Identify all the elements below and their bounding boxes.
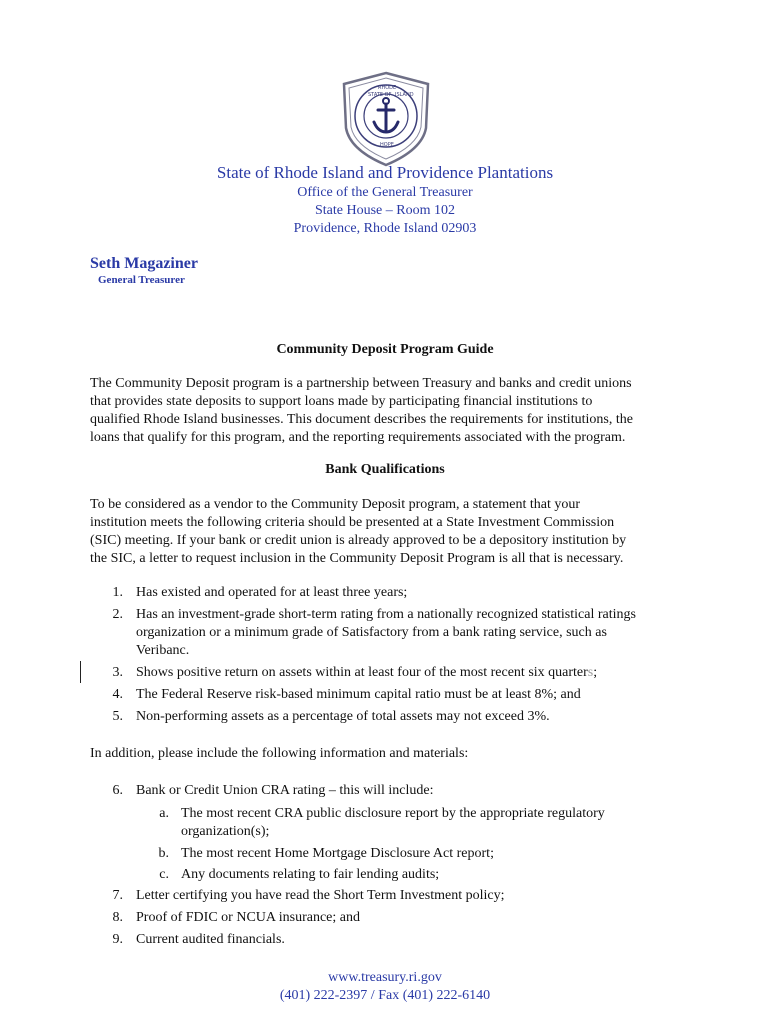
- list-text: Has an investment-grade short-term rating from a nationally recognized statistical ratings: [136, 607, 636, 622]
- seal-text-island: ISLAND: [395, 92, 414, 98]
- intro-paragraph: [90, 375, 633, 447]
- footer-phone: (401) 222-2397 / Fax (401) 222-6140: [279, 988, 491, 1003]
- sub-list-text: The most recent Home Mortgage Disclosure Act report;: [181, 846, 494, 861]
- change-bar: [80, 661, 81, 683]
- sub-list-text: organization(s);: [181, 824, 270, 839]
- list-text: [136, 664, 597, 682]
- list-text: Bank or Credit Union CRA rating – this will include:: [136, 783, 434, 798]
- intro-line: qualified Rhode Island businesses. This document describes the requirements for institutions, the: [90, 412, 633, 427]
- list-number: 9.: [112, 932, 123, 947]
- list-number: 1.: [112, 585, 123, 600]
- sub-list-text: Any documents relating to fair lending audits;: [181, 867, 440, 882]
- intro-line: The Community Deposit program is a partnership between Treasury and banks and credit unions: [90, 376, 632, 391]
- list-text: Proof of FDIC or NCUA insurance; and: [136, 910, 360, 925]
- sub-list-letter: a.: [159, 806, 169, 821]
- sub-list-text: The most recent CRA public disclosure report by the appropriate regulatory: [181, 806, 605, 821]
- sub-list-letter: c.: [159, 867, 169, 882]
- qualifications-paragraph: [90, 496, 626, 568]
- list-text: The Federal Reserve risk-based minimum capital ratio must be at least 8%; and: [136, 687, 581, 702]
- list-number: 3.: [112, 665, 123, 680]
- state-title: State of Rhode Island and Providence Plantations: [216, 163, 554, 182]
- seal-text-rhode: RHODE: [378, 85, 397, 91]
- treasurer-name: Seth Magaziner: [90, 255, 198, 272]
- list-number: 4.: [112, 687, 123, 702]
- list-text: Current audited financials.: [136, 932, 285, 947]
- qualifications-line: (SIC) meeting. If your bank or credit union is already approved to be a depository institution by: [90, 533, 627, 548]
- office-city: Providence, Rhode Island 02903: [293, 221, 477, 236]
- seal-text-state: STATE OF: [368, 92, 392, 98]
- list-number: 7.: [112, 888, 123, 903]
- list-text: organization or a minimum grade of Satisfactory from a bank rating service, such as: [136, 625, 607, 640]
- list-text: Letter certifying you have read the Short Term Investment policy;: [136, 888, 505, 903]
- document-title: Community Deposit Program Guide: [276, 342, 494, 357]
- list-number: 2.: [112, 607, 123, 622]
- intro-line: loans that qualify for this program, and the reporting requirements associated with the program.: [90, 430, 626, 445]
- tracked-change-char: s: [587, 665, 594, 680]
- sub-list-letter: b.: [158, 846, 169, 861]
- list-number: 5.: [112, 709, 123, 724]
- list-text: Has existed and operated for at least three years;: [136, 585, 408, 600]
- list-number: 8.: [112, 910, 123, 925]
- qualifications-line: the SIC, a letter to request inclusion in the Community Deposit Program is all that is necessary.: [90, 551, 624, 566]
- list-text-main: Shows positive return on assets within at least four of the most recent six quarter: [136, 665, 588, 680]
- office-room: State House – Room 102: [315, 203, 455, 218]
- footer-website: www.treasury.ri.gov: [328, 970, 442, 985]
- treasurer-title: General Treasurer: [98, 274, 185, 286]
- office-name: Office of the General Treasurer: [297, 185, 473, 200]
- list-text: Veribanc.: [136, 643, 190, 658]
- intro-line: that provides state deposits to support loans made by participating financial institutions to: [90, 394, 593, 409]
- bank-qualifications-heading: Bank Qualifications: [325, 462, 445, 477]
- additional-intro: In addition, please include the following information and materials:: [90, 746, 469, 761]
- list-number: 6.: [112, 783, 123, 798]
- list-text: Non-performing assets as a percentage of total assets may not exceed 3%.: [136, 709, 550, 724]
- seal-text-hope: HOPE: [380, 142, 394, 148]
- qualifications-line: To be considered as a vendor to the Community Deposit program, a statement that your: [90, 497, 581, 512]
- state-seal-logo: [338, 70, 434, 168]
- qualifications-line: institution meets the following criteria should be presented at a State Investment Commission: [90, 515, 615, 530]
- list-text-end: ;: [593, 665, 598, 680]
